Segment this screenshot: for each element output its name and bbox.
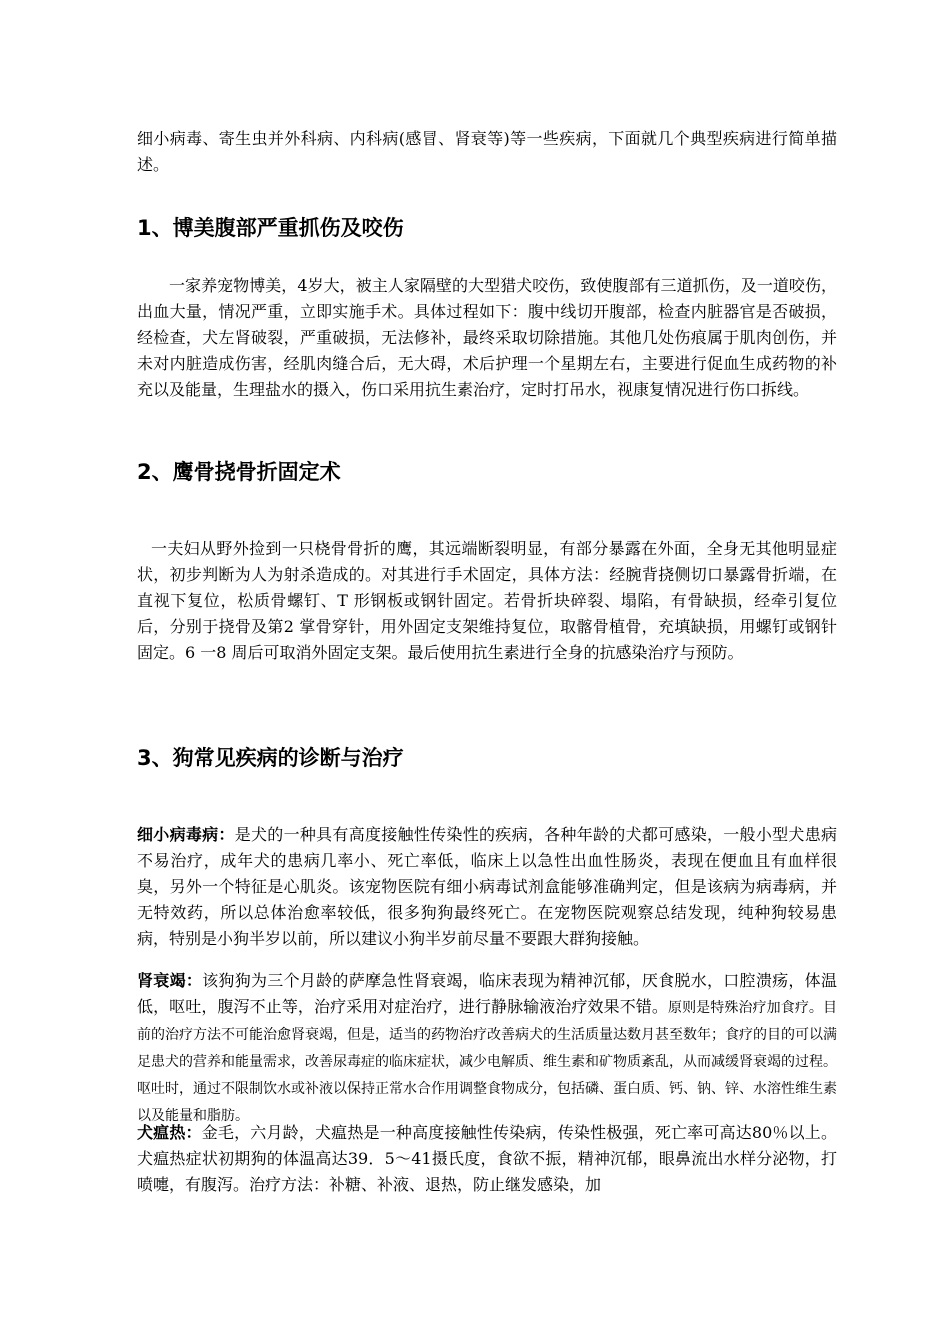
disease-text: 金毛，六月龄，犬瘟热是一种高度接触性传染病，传染性极强，死亡率可高达80％以上。犬瘟热症状初期狗的体温高达39．5～41摄氏度，食欲不振，精神沉郁，眼鼻流出水样分泌物，打喷嚏，有腹泻。治疗方法：补糖、补液、退热，防止继发感染，加 [137, 1123, 837, 1194]
intro-paragraph: 细小病毒、寄生虫并外科病、内科病(感冒、肾衰等)等一些疾病，下面就几个典型疾病进行简单描述。 [137, 129, 837, 174]
disease-distemper [137, 1120, 837, 1198]
disease-renal-failure [137, 968, 837, 1129]
disease-text: 该狗狗为三个月龄的萨摩急性肾衰竭，临床表现为精神沉郁，厌食脱水，口腔溃疡，体温低，呕吐，腹泻不止等，治疗采用对症治疗，进行静脉输液治疗效果不错。 [137, 971, 837, 1016]
section-heading-1: 1、博美腹部严重抓伤及咬伤 [137, 216, 404, 240]
disease-text: 是犬的一种具有高度接触性传染性的疾病，各种年龄的犬都可感染，一般小型犬患病不易治疗，成年犬的患病几率小、死亡率低，临床上以急性出血性肠炎，表现在便血且有血样很臭，另外一个特征是心肌炎。该宠物医院有细小病毒试剂盒能够准确判定，但是该病为病毒病，并无特效药，所以总体治愈率较低，很多狗狗最终死亡。在宠物医院观察总结发现，纯种狗较易患病，特别是小狗半岁以前，所以建议小狗半岁前尽量不要跟大群狗接触。 [137, 825, 837, 948]
disease-term: 肾衰竭： [137, 971, 203, 990]
disease-term: 犬瘟热： [137, 1123, 202, 1142]
section-2-paragraph: 一夫妇从野外捡到一只桡骨骨折的鹰，其远端断裂明显，有部分暴露在外面，全身无其他明显症状，初步判断为人为射杀造成的。对其进行手术固定，具体方法：经腕背挠侧切口暴露骨折端，在直视下复位，松质骨螺钉、T 形钢板或钢针固定。若骨折块碎裂、塌陷，有骨缺损，经牵引复位后，分别于挠骨及第2 掌骨穿针，用外固定支架维持复位，取髂骨植骨，充填缺损，用螺钉或钢针固定。6 一8 周后可取消外固定支架。最后使用抗生素进行全身的抗感染治疗与预防。 [137, 539, 837, 662]
disease-parvovirus [137, 822, 837, 952]
section-1-paragraph: 一家养宠物博美，4岁大，被主人家隔壁的大型猎犬咬伤，致使腹部有三道抓伤，及一道咬伤，出血大量，情况严重，立即实施手术。具体过程如下：腹中线切开腹部，检查内脏器官是否破损，经检查，犬左肾破裂，严重破损，无法修补，最终采取切除措施。其他几处伤痕属于肌肉创伤，并未对内脏造成伤害，经肌肉缝合后，无大碍，术后护理一个星期左右，主要进行促血生成药物的补充以及能量，生理盐水的摄入，伤口采用抗生素治疗，定时打吊水，视康复情况进行伤口拆线。 [137, 276, 837, 399]
disease-term: 细小病毒病： [137, 825, 235, 844]
section-heading-2: 2、鹰骨挠骨折固定术 [137, 460, 341, 484]
disease-text-small: 原则是特殊治疗加食疗。目前的治疗方法不可能治愈肾衰竭，但是，适当的药物治疗改善病犬的生活质量达数月甚至数年；食疗的目的可以满足患犬的营养和能量需求，改善尿毒症的临床症状，减少电解质、维生素和矿物质紊乱，从而减缓肾衰竭的过程。呕吐时，通过不限制饮水或补液以保持正常水合作用调整食物成分，包括磷、蛋白质、钙、钠、锌、水溶性维生素以及能量和脂肪。 [137, 1000, 837, 1124]
section-heading-3: 3、狗常见疾病的诊断与治疗 [137, 746, 404, 770]
